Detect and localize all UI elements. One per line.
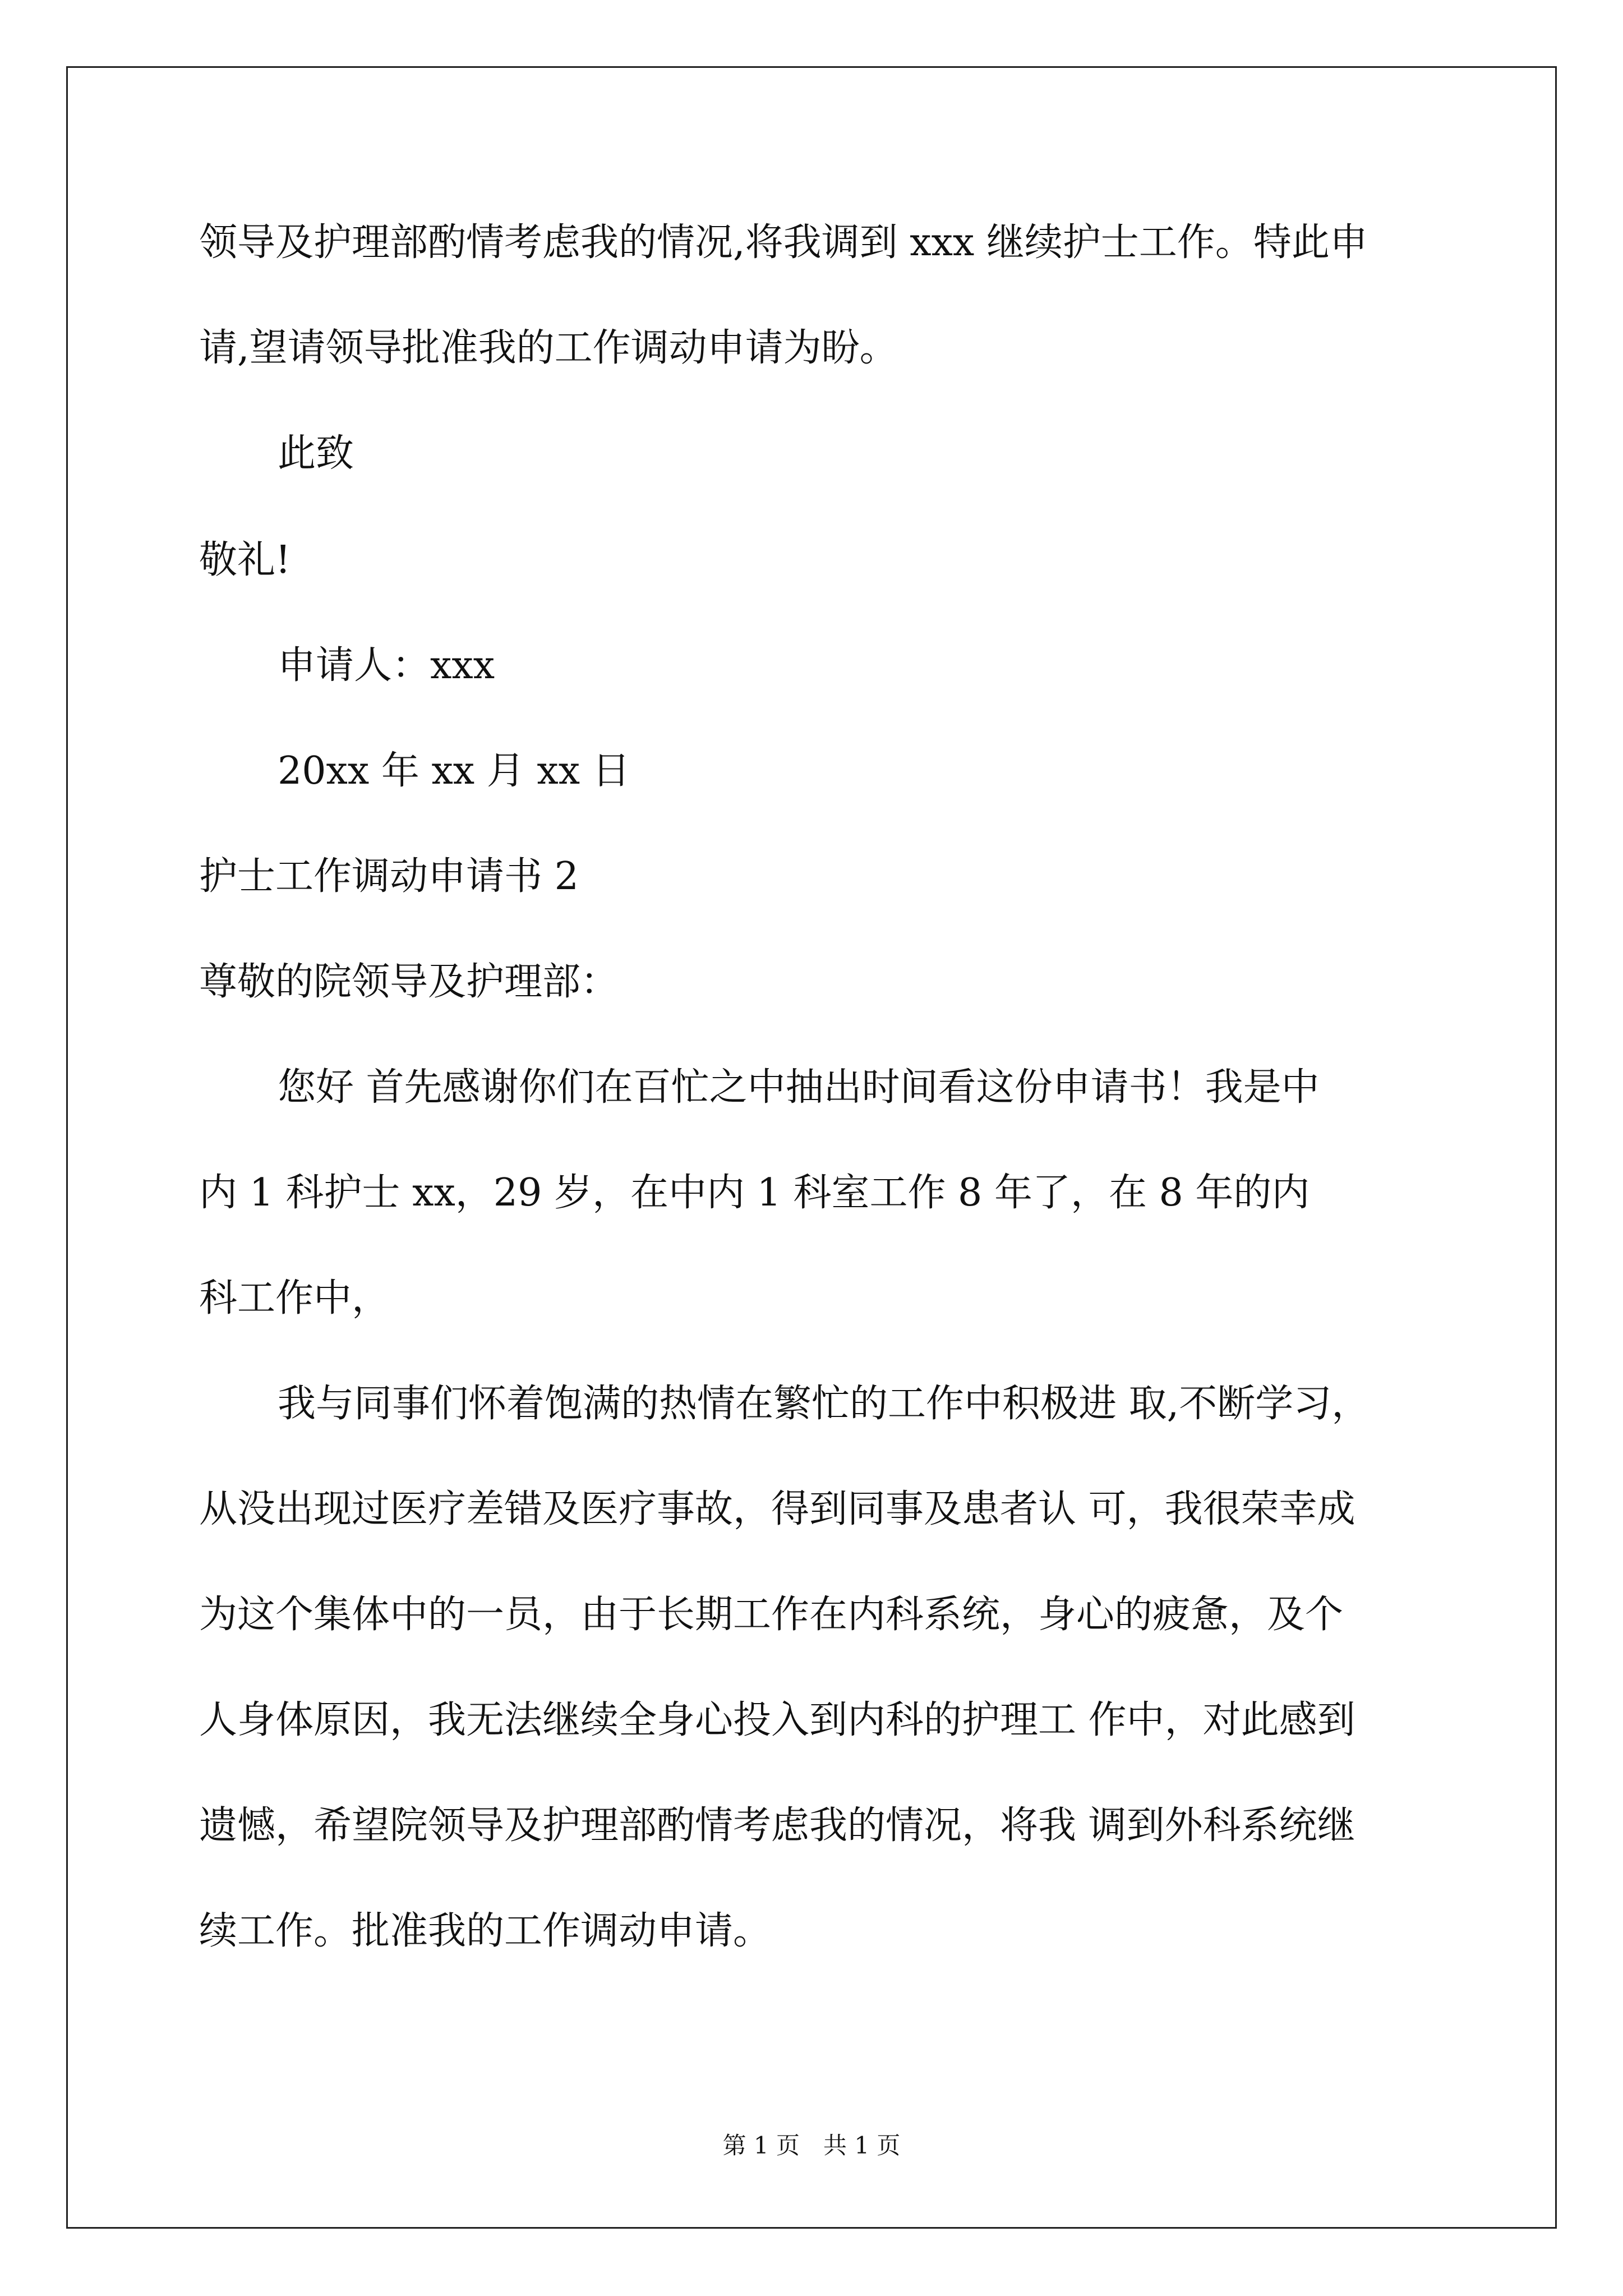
text-line: 领导及护理部酌情考虑我的情况,将我调到 xxx 继续护士工作。特此申 bbox=[199, 220, 1368, 265]
text-line: 遗憾，希望院领导及护理部酌情考虑我的情况，将我 调到外科系统继 bbox=[199, 1803, 1355, 1848]
text-line: 内 1 科护士 xx，29 岁，在中内 1 科室工作 8 年了，在 8 年的内 bbox=[199, 1171, 1310, 1215]
text-line: 为这个集体中的一员，由于长期工作在内科系统，身心的疲惫，及个 bbox=[199, 1593, 1344, 1637]
date-line: 20xx 年 xx 月 xx 日 bbox=[278, 749, 630, 793]
text-line: 我与同事们怀着饱满的热情在繁忙的工作中积极进 取,不断学习， bbox=[278, 1382, 1370, 1426]
text-line: 科工作中， bbox=[199, 1276, 390, 1320]
closing-salutation: 此致 bbox=[278, 431, 354, 476]
text-line: 从没出现过医疗差错及医疗事故，得到同事及患者认 可，我很荣幸成 bbox=[199, 1487, 1355, 1531]
applicant-signature: 申请人：xxx bbox=[278, 643, 495, 688]
text-line: 人身体原因，我无法继续全身心投入到内科的护理工 作中，对此感到 bbox=[199, 1698, 1355, 1742]
closing-respect: 敬礼! bbox=[199, 538, 291, 582]
text-line: 请,望请领导批准我的工作调动申请为盼。 bbox=[199, 326, 898, 370]
section-title: 护士工作调动申请书 2 bbox=[199, 854, 579, 899]
greeting: 尊敬的院领导及护理部： bbox=[199, 960, 619, 1004]
page-footer: 第 1 页 共 1 页 bbox=[722, 2132, 901, 2159]
text-line: 您好 首先感谢你们在百忙之中抽出时间看这份申请书！我是中 bbox=[278, 1065, 1320, 1110]
text-line: 续工作。批准我的工作调动申请。 bbox=[199, 1909, 772, 1953]
